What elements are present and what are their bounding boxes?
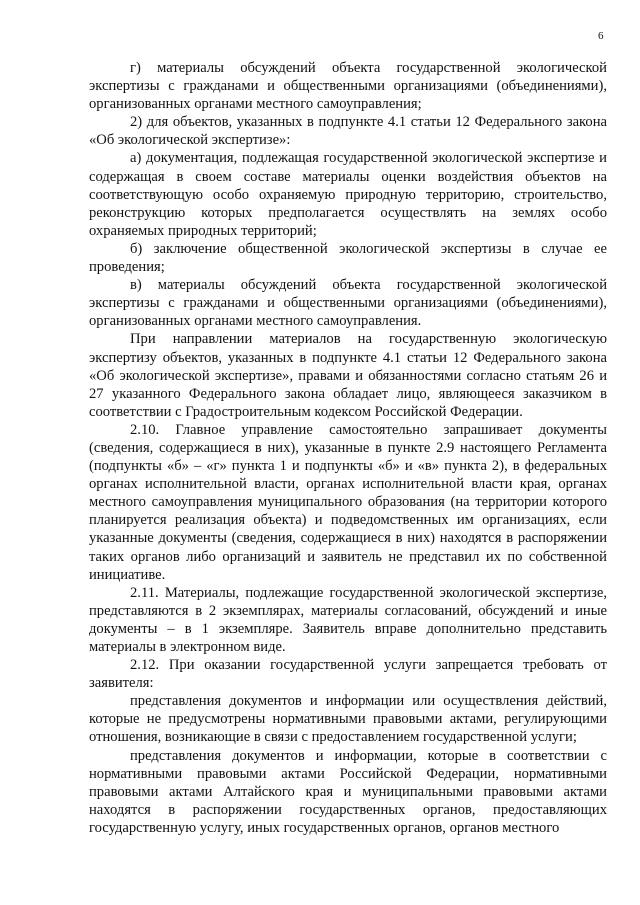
paragraph-prohibition-1: представления документов и информации или осуществления действий, которые не предусмотрены нормативными правовыми актами, регулирующими отношения, возникающие в связи с предоставлением государственной услуги;	[89, 693, 607, 746]
paragraph-item-a: а) документация, подлежащая государственной экологической экспертизе и содержащая в своем составе материалы оценки воздействия объектов на соответствующую особо охраняемую природную территорию, строительство, реконструкцию которых предполагается осуществлять на землях особо охраняемых природных территорий;	[89, 150, 607, 239]
paragraph-customer-rights: При направлении материалов на государственную экологическую экспертизу объектов, указанных в подпункте 4.1 статьи 12 Федерального закона «Об экологической экспертизе», правами и обязанностями согласно статьям 26 и 27 указанного Федерального закона обладает лицо, являющееся заказчиком в соответствии с Градостроительным кодексом Российской Федерации.	[89, 331, 607, 420]
paragraph-2-11: 2.11. Материалы, подлежащие государственной экологической экспертизе, представляются в 2 экземплярах, материалы согласований, обсуждений и иные документы – в 1 экземпляре. Заявитель вправе дополнительно представить материалы в электронном виде.	[89, 584, 607, 655]
paragraph-item-b: б) заключение общественной экологической экспертизы в случае ее проведения;	[89, 240, 607, 276]
paragraph-2-12: 2.12. При оказании государственной услуги запрещается требовать от заявителя:	[89, 657, 607, 692]
paragraph-2-10: 2.10. Главное управление самостоятельно запрашивает документы (сведения, содержащиеся в них), указанные в пункте 2.9 настоящего Регламента (подпункты «б» – «г» пункта 1 и подпункты «б» и «в» пункта 2), в федеральных органах исполнительной власти, органах исполнительной власти края, органах местного самоуправления муниципального образования (на территории которого планируется реализация объекта) и подведомственных им организациях, если указанные документы (сведения, содержащиеся в них) находятся в распоряжении таких органов либо организаций и заявитель не представил их по собственной инициативе.	[89, 421, 607, 583]
paragraph-item-v: в) материалы обсуждений объекта государственной экологической экспертизы с гражданами и общественными организациями (объединениями), организованных органами местного самоуправления.	[89, 277, 607, 330]
paragraph-prohibition-2: представления документов и информации, которые в соответствии с нормативными правовыми актами Российской Федерации, нормативными правовыми актами Алтайского края и муниципальными правовыми актами находятся в распоряжении государственных органов, предоставляющих государственную услугу, иных государственных органов, органов местного	[89, 747, 607, 836]
paragraph-point-2: 2) для объектов, указанных в подпункте 4.1 статьи 12 Федерального закона «Об экологической экспертизе»:	[89, 114, 607, 149]
page-number: 6	[598, 30, 604, 42]
paragraph-item-g: г) материалы обсуждений объекта государственной экологической экспертизы с гражданами и общественными организациями (объединениями), организованных органами местного самоуправления;	[89, 60, 607, 113]
document-body	[89, 59, 607, 837]
